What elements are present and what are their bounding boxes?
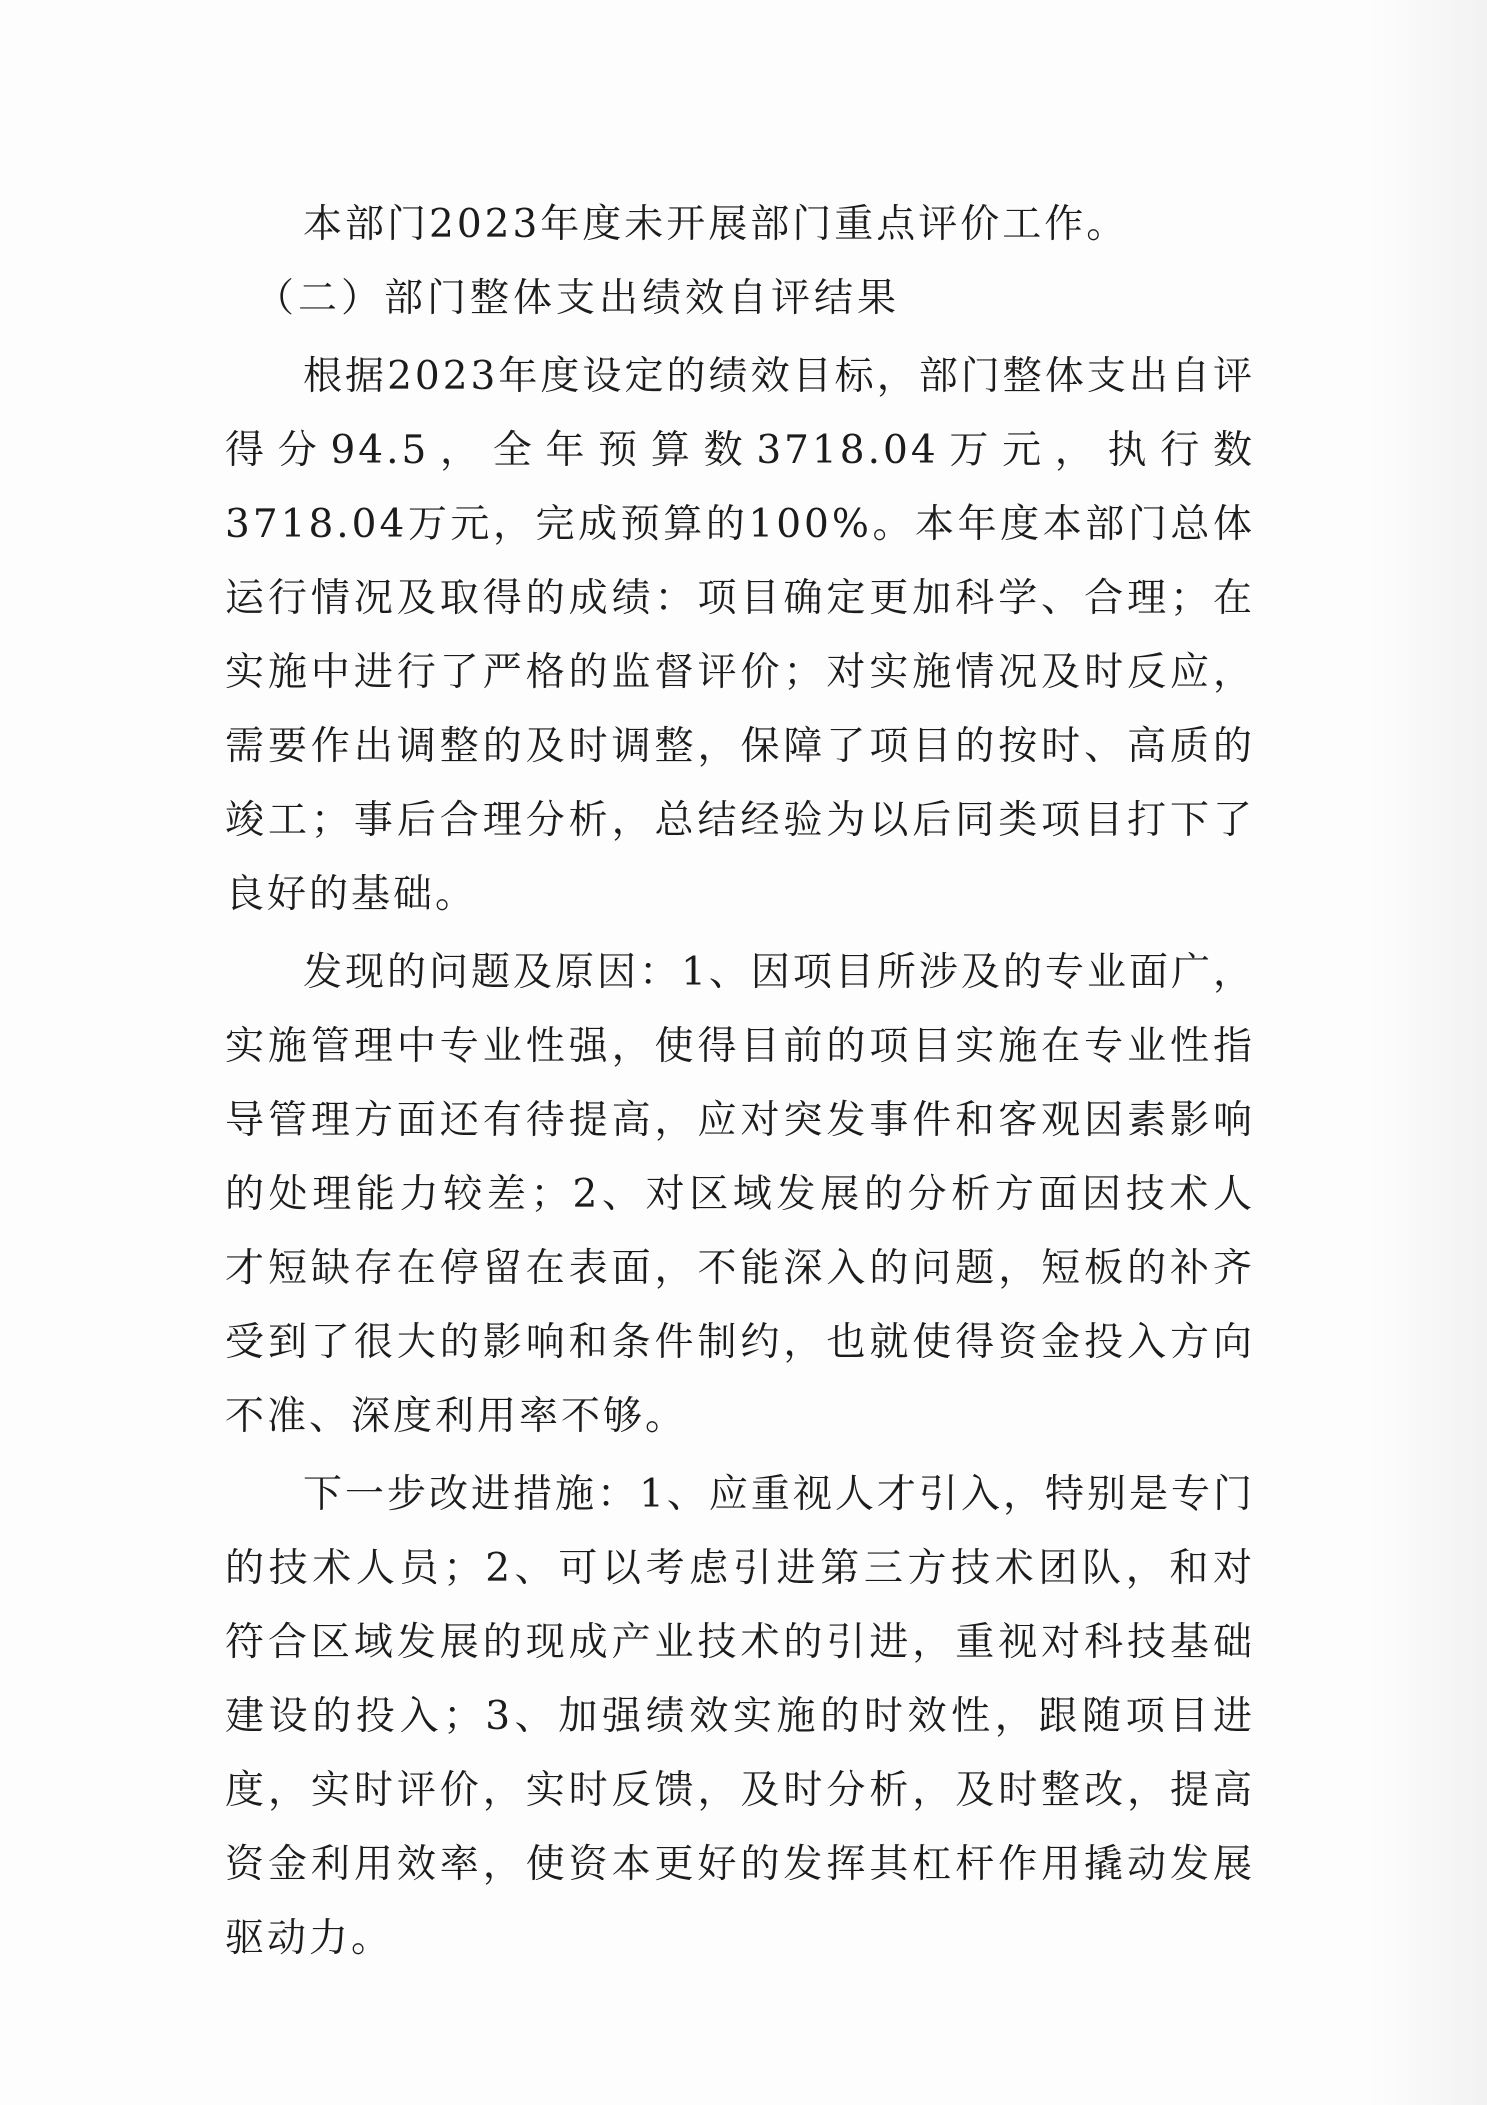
scan-edge-shadow <box>1367 0 1487 2105</box>
document-body <box>225 188 1255 1976</box>
paragraph-evaluation-result: 根据2023年度设定的绩效目标，部门整体支出自评得分94.5，全年预算数3718.04万元，执行数3718.04万元，完成预算的100%。本年度本部门总体运行情况及取得的成绩：项目确定更加科学、合理；在实施中进行了严格的监督评价；对实施情况及时反应，需要作出调整的及时调整，保障了项目的按时、高质的竣工；事后合理分析，总结经验为以后同类项目打下了良好的基础。 <box>225 354 1255 917</box>
section-heading-self-evaluation: （二）部门整体支出绩效自评结果 <box>255 276 901 321</box>
paragraph-improvement-measures: 下一步改进措施：1、应重视人才引入，特别是专门的技术人员；2、可以考虑引进第三方技术团队，和对符合区域发展的现成产业技术的引进，重视对科技基础建设的投入；3、加强绩效实施的时效性，跟随项目进度，实时评价，实时反馈，及时分析，及时整改，提高资金利用效率，使资本更好的发挥其杠杆作用撬动发展驱动力。 <box>225 1472 1255 1961</box>
paragraph-no-key-evaluation: 本部门2023年度未开展部门重点评价工作。 <box>303 202 1129 247</box>
paragraph-problems-causes: 发现的问题及原因：1、因项目所涉及的专业面广，实施管理中专业性强，使得目前的项目实施在专业性指导管理方面还有待提高，应对突发事件和客观因素影响的处理能力较差；2、对区域发展的分析方面因技术人才短缺存在停留在表面，不能深入的问题，短板的补齐受到了很大的影响和条件制约，也就使得资金投入方向不准、深度利用率不够。 <box>225 950 1255 1439</box>
